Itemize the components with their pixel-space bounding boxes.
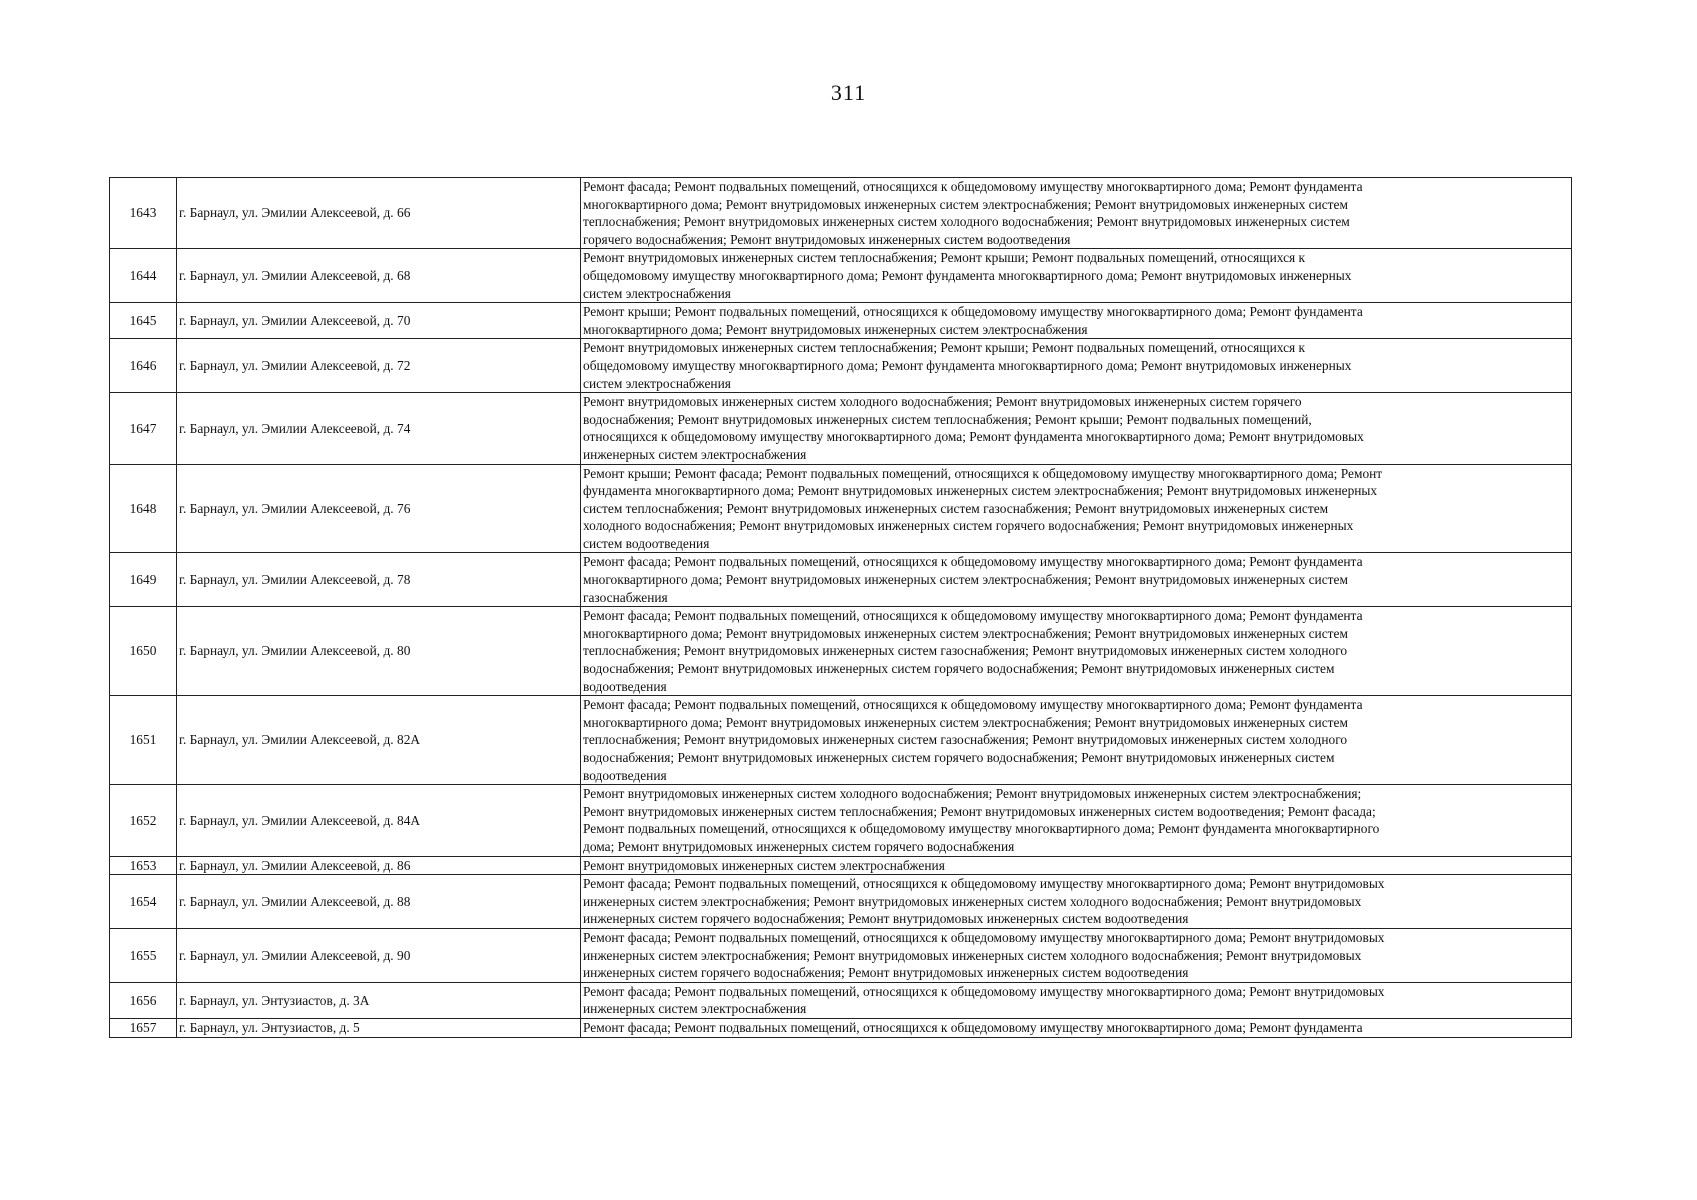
table-row	[110, 249, 1572, 303]
table-row	[110, 464, 1572, 553]
works-cell	[581, 178, 1572, 249]
works-cell	[581, 982, 1572, 1018]
table-body	[110, 178, 1572, 1038]
works-line: теплоснабжения; Ремонт внутридомовых инженерных систем газоснабжения; Ремонт внутридомовых инженерных систем холодного	[583, 643, 1348, 659]
table-row	[110, 303, 1572, 339]
works-line: Ремонт фасада; Ремонт подвальных помещений, относящихся к общедомовому имуществу многоквартирного дома; Ремонт внутридомовых	[583, 983, 1385, 999]
works-line: инженерных систем электроснабжения; Ремонт внутридомовых инженерных систем холодного водоснабжения; Ремонт внутридомовых	[583, 893, 1362, 909]
works-line: инженерных систем электроснабжения	[583, 446, 807, 462]
works-line: фундамента многоквартирного дома; Ремонт внутридомовых инженерных систем электроснабжения; Ремонт внутридомовых инженерных	[583, 483, 1378, 499]
works-line: многоквартирного дома; Ремонт внутридомовых инженерных систем электроснабжения	[583, 321, 1088, 337]
works-cell	[581, 1018, 1572, 1037]
works-line: Ремонт фасада; Ремонт подвальных помещений, относящихся к общедомовому имуществу многоквартирного дома; Ремонт внутридомовых	[583, 929, 1385, 945]
address-cell: г. Барнаул, ул. Эмилии Алексеевой, д. 76	[177, 464, 581, 553]
works-line: холодного водоснабжения; Ремонт внутридомовых инженерных систем горячего водоснабжения; Ремонт внутридомовых инженерных	[583, 518, 1354, 534]
works-line: Ремонт фасада; Ремонт подвальных помещений, относящихся к общедомовому имуществу многоквартирного дома; Ремонт фундамента	[583, 1019, 1363, 1035]
row-number-cell: 1654	[110, 875, 177, 929]
works-line: водоотведения	[583, 678, 667, 694]
works-cell	[581, 928, 1572, 982]
address-cell: г. Барнаул, ул. Эмилии Алексеевой, д. 68	[177, 249, 581, 303]
works-line: Ремонт фасада; Ремонт подвальных помещений, относящихся к общедомовому имуществу многоквартирного дома; Ремонт фундамента	[583, 608, 1363, 624]
row-number-cell: 1649	[110, 553, 177, 607]
row-number-cell: 1647	[110, 393, 177, 464]
works-line: Ремонт подвальных помещений, относящихся к общедомовому имуществу многоквартирного дома; Ремонт фундамента многоквартирного	[583, 821, 1380, 837]
address-cell: г. Барнаул, ул. Эмилии Алексеевой, д. 84А	[177, 785, 581, 856]
works-line: многоквартирного дома; Ремонт внутридомовых инженерных систем электроснабжения; Ремонт внутридомовых инженерных систем	[583, 572, 1348, 588]
address-cell: г. Барнаул, ул. Эмилии Алексеевой, д. 72	[177, 339, 581, 393]
works-cell	[581, 875, 1572, 929]
works-line: Ремонт крыши; Ремонт фасада; Ремонт подвальных помещений, относящихся к общедомовому имуществу многоквартирного дома; Ремонт	[583, 465, 1383, 481]
address-cell: г. Барнаул, ул. Эмилии Алексеевой, д. 86	[177, 856, 581, 875]
works-line: инженерных систем электроснабжения; Ремонт внутридомовых инженерных систем холодного водоснабжения; Ремонт внутридомовых	[583, 947, 1362, 963]
works-line: Ремонт крыши; Ремонт подвальных помещений, относящихся к общедомовому имуществу многоквартирного дома; Ремонт фундамента	[583, 304, 1363, 320]
works-cell	[581, 249, 1572, 303]
works-line: Ремонт внутридомовых инженерных систем теплоснабжения; Ремонт крыши; Ремонт подвальных помещений, относящихся к	[583, 250, 1306, 266]
works-cell	[581, 607, 1572, 696]
works-line: Ремонт внутридомовых инженерных систем теплоснабжения; Ремонт крыши; Ремонт подвальных помещений, относящихся к	[583, 340, 1306, 356]
works-line: газоснабжения	[583, 589, 668, 605]
works-line: систем электроснабжения	[583, 285, 731, 301]
row-number-cell: 1644	[110, 249, 177, 303]
table-row	[110, 553, 1572, 607]
works-line: водоснабжения; Ремонт внутридомовых инженерных систем горячего водоснабжения; Ремонт внутридомовых инженерных систем	[583, 750, 1335, 765]
row-number-cell: 1648	[110, 464, 177, 553]
address-cell: г. Барнаул, ул. Энтузиастов, д. 5	[177, 1018, 581, 1037]
row-number-cell: 1657	[110, 1018, 177, 1037]
table-row	[110, 875, 1572, 929]
table-row	[110, 607, 1572, 696]
row-number-cell: 1656	[110, 982, 177, 1018]
works-line: относящихся к общедомовому имуществу многоквартирного дома; Ремонт фундамента многоквартирного дома; Ремонт внутридомовых	[583, 429, 1364, 445]
row-number-cell: 1655	[110, 928, 177, 982]
works-line: Ремонт внутридомовых инженерных систем холодного водоснабжения; Ремонт внутридомовых инженерных систем горячего	[583, 394, 1302, 410]
works-line: инженерных систем горячего водоснабжения; Ремонт внутридомовых инженерных систем водоотведения	[583, 911, 1189, 927]
repair-register-table	[109, 177, 1572, 1038]
works-line: Ремонт внутридомовых инженерных систем теплоснабжения; Ремонт внутридомовых инженерных систем водоотведения; Ремонт фасада;	[583, 803, 1376, 819]
works-line: систем электроснабжения	[583, 375, 731, 391]
works-cell	[581, 464, 1572, 553]
address-cell: г. Барнаул, ул. Эмилии Алексеевой, д. 80	[177, 607, 581, 696]
address-cell: г. Барнаул, ул. Эмилии Алексеевой, д. 90	[177, 928, 581, 982]
row-number-cell: 1650	[110, 607, 177, 696]
works-cell	[581, 696, 1572, 785]
works-cell	[581, 553, 1572, 607]
address-cell: г. Барнаул, ул. Эмилии Алексеевой, д. 88	[177, 875, 581, 929]
works-cell	[581, 339, 1572, 393]
row-number-cell: 1652	[110, 785, 177, 856]
works-line: многоквартирного дома; Ремонт внутридомовых инженерных систем электроснабжения; Ремонт внутридомовых инженерных систем	[583, 625, 1348, 641]
works-line: инженерных систем горячего водоснабжения; Ремонт внутридомовых инженерных систем водоотведения	[583, 965, 1189, 981]
address-cell: г. Барнаул, ул. Эмилии Алексеевой, д. 66	[177, 178, 581, 249]
table-row	[110, 928, 1572, 982]
table-row	[110, 339, 1572, 393]
works-line: систем водоотведения	[583, 535, 710, 551]
works-cell	[581, 785, 1572, 856]
works-line: теплоснабжения; Ремонт внутридомовых инженерных систем холодного водоснабжения; Ремонт внутридомовых инженерных систем	[583, 214, 1350, 230]
row-number-cell: 1645	[110, 303, 177, 339]
works-cell	[581, 393, 1572, 464]
works-line: Ремонт внутридомовых инженерных систем электроснабжения	[583, 857, 945, 873]
address-cell: г. Барнаул, ул. Эмилии Алексеевой, д. 78	[177, 553, 581, 607]
table-row	[110, 856, 1572, 875]
works-line: систем теплоснабжения; Ремонт внутридомовых инженерных систем газоснабжения; Ремонт внутридомовых инженерных систем	[583, 500, 1329, 516]
works-line: общедомовому имуществу многоквартирного дома; Ремонт фундамента многоквартирного дома; Ремонт внутридомовых инженерных	[583, 267, 1352, 283]
works-line: общедомовому имуществу многоквартирного дома; Ремонт фундамента многоквартирного дома; Ремонт внутридомовых инженерных	[583, 357, 1352, 373]
works-line: водоснабжения; Ремонт внутридомовых инженерных систем теплоснабжения; Ремонт крыши; Ремонт подвальных помещений,	[583, 411, 1312, 427]
page-number: 311	[830, 80, 867, 105]
works-line: теплоснабжения; Ремонт внутридомовых инженерных систем газоснабжения; Ремонт внутридомовых инженерных систем холодного	[583, 732, 1348, 748]
address-cell: г. Барнаул, ул. Эмилии Алексеевой, д. 82А	[177, 696, 581, 785]
table-row	[110, 696, 1572, 785]
table-row	[110, 1018, 1572, 1037]
works-line: Ремонт фасада; Ремонт подвальных помещений, относящихся к общедомовому имуществу многоквартирного дома; Ремонт внутридомовых	[583, 876, 1385, 892]
works-line: водоотведения	[583, 767, 667, 783]
address-cell: г. Барнаул, ул. Эмилии Алексеевой, д. 70	[177, 303, 581, 339]
works-line: многоквартирного дома; Ремонт внутридомовых инженерных систем электроснабжения; Ремонт внутридомовых инженерных систем	[583, 714, 1348, 730]
row-number-cell: 1643	[110, 178, 177, 249]
works-line: Ремонт фасада; Ремонт подвальных помещений, относящихся к общедомовому имуществу многоквартирного дома; Ремонт фундамента	[583, 179, 1363, 194]
address-cell: г. Барнаул, ул. Энтузиастов, д. 3А	[177, 982, 581, 1018]
row-number-cell: 1646	[110, 339, 177, 393]
works-line: дома; Ремонт внутридомовых инженерных систем горячего водоснабжения	[583, 838, 1015, 854]
table-row	[110, 785, 1572, 856]
address-cell: г. Барнаул, ул. Эмилии Алексеевой, д. 74	[177, 393, 581, 464]
table-row	[110, 393, 1572, 464]
works-cell	[581, 303, 1572, 339]
table-row	[110, 982, 1572, 1018]
works-line: горячего водоснабжения; Ремонт внутридомовых инженерных систем водоотведения	[583, 231, 1071, 247]
works-line: Ремонт внутридомовых инженерных систем холодного водоснабжения; Ремонт внутридомовых инженерных систем электроснабжения;	[583, 786, 1362, 802]
works-line: водоснабжения; Ремонт внутридомовых инженерных систем горячего водоснабжения; Ремонт внутридомовых инженерных систем	[583, 661, 1335, 677]
row-number-cell: 1653	[110, 856, 177, 875]
works-line: инженерных систем электроснабжения	[583, 1001, 807, 1017]
works-line: многоквартирного дома; Ремонт внутридомовых инженерных систем электроснабжения; Ремонт внутридомовых инженерных систем	[583, 196, 1348, 212]
works-line: Ремонт фасада; Ремонт подвальных помещений, относящихся к общедомовому имуществу многоквартирного дома; Ремонт фундамента	[583, 697, 1363, 713]
works-cell	[581, 856, 1572, 875]
works-line: Ремонт фасада; Ремонт подвальных помещений, относящихся к общедомовому имуществу многоквартирного дома; Ремонт фундамента	[583, 554, 1363, 570]
table-row	[110, 178, 1572, 249]
row-number-cell: 1651	[110, 696, 177, 785]
